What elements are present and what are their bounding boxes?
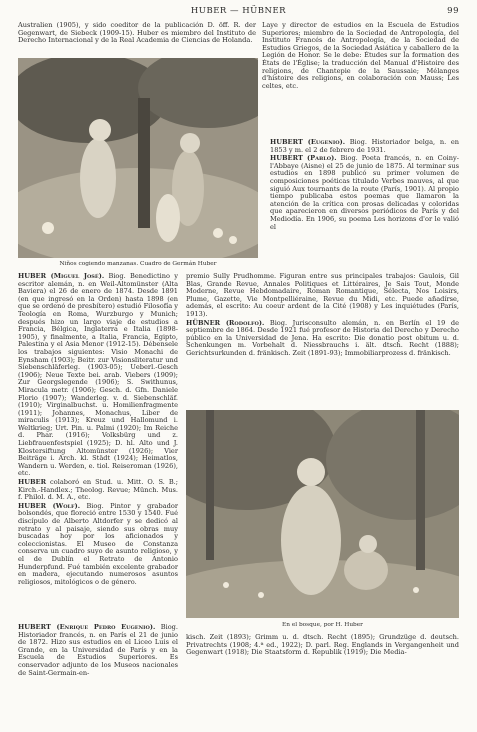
figure-forest-painting [186,410,459,618]
entry-text: Biog. Jurisconsulto alemán, n. en Berlín el 19 de septiembre de 1864. Desde 1921 fué profesor de Historia del Derecho y Derecho público en la Universidad de Jena. Ha escrito: Die donatio post obitum u. d. Schenkungen m. Vorbehalt d. Niessbrauchs i. ält. dtsch. Recht (1888); Gerichtsurkunden d. fränkisch. Zeit (1891-93); Immobiliarprozess d. fränkisch. [186,318,459,357]
entry-heading: HÜBNER (Rodolfo). [186,318,265,327]
col2-top-text [262,22,459,91]
entry-text: Biog. Historiador francés, n. en París el 21 de junio de 1872. Hizo sus estudios en el Liceo Luis el Grande, en la Universidad de París y en la Escuela de Estudios Superiores. Es conservador adjunto de los Museos nacionales de Saint-Germain-en- [18,623,178,677]
entry-huber-wolf [18,503,178,587]
paragraph: premio Sully Prudhomme. Figuran entre sus principales trabajos: Gaulois, Gil Blas, Grande Revue, Annales Politiques et Littéraires, Je Sais Tout, Monde Moderne, Revue Hebdomadaire, Roman Romantique, Sélecta, Nos Loisirs, Plume, Gazette, Vie Montpelliéraine, Revue du Midi, etc. Puede añadírse, además, el escrito: Au coeur ardent de la Cité (1908) y Les inquiétudes (París, 1913). [186,272,459,318]
entry-hubner-rodolfo [186,320,459,358]
figure2-caption: En el bosque, por H. Huber [282,622,363,628]
page-number: 99 [447,6,459,16]
entry-heading: HUBERT (Pablo). [270,154,337,163]
entry-text: Biog. Historiador belga, n. en 1853 y m. el 2 de febrero de 1931. [270,138,459,154]
entry-text: Biog. Pintor y grabador bolsondés, que floreció entre 1530 y 1540. Fué discípulo de Alberto Altdorfer y se dedicó al retrato y al paisaje, siendo sus obras muy buscadas hoy por los aficionados y coleccionistas. El Museo de Constanza conserva un cuadro suyo de asunto religioso, y el de Dublín el Retrato de Antonio Hunderpfund. Fué también excelente grabador en madera, ejecutando numerosos asuntos religiosos, mitológicos o de género. [18,501,178,586]
entry-huber-colab [18,479,178,502]
col3-top-text [270,139,459,232]
col2-mid-text [186,273,459,359]
paragraph: Australien (1905), y sido coeditor de la publicación D. öff. R. der Gegenwart, de Siebeck (1909-15). Huber es miembro del Instituto de Derecho Internacional y de la Real Academia de Ciencias de Holanda. [18,21,256,45]
col1-mid-text [18,273,178,587]
entry-hubert-eugenio [270,139,459,154]
entry-heading: HUBER (Wolf). [18,501,81,510]
col1-bottom-text [18,624,178,678]
paragraph: kisch. Zeit (1893); Grimm u. d. dtsch. Recht (1895); Grundzüge d. deutsch. Privatrechts (1908; 4.ª ed., 1922); D. parl. Reg. Englands in Vergangenheit und Gegenwart (1918); Die Staatsform d. Republik (1919); Die Media- [186,633,459,657]
entry-text: colaboró en Stud. u. Mitt. O. S. B.; Kirch.-Handlex.; Theolog. Revue; Münch. Mus. f. Philol. d. M. A., etc. [18,478,178,502]
running-title: HUBER — HÜBNER [190,6,287,16]
entry-text: Biog. Poeta francés, n. en Coiny-l'Abbaye (Aisne) el 25 de junio de 1875. Al terminar sus estudios en 1898 publicó su primer volumen de composiciones poéticas titulado Verbes mauves, al que siguió Aux tournants de la route (París, 1901). Al propio tiempo publicaba estos poemas que llamaron la atención de la crítica con prosas delicadas y coloridas que aparecieron en diversos periódicos de París y del Mediodía. En 1906, su poema Les horizons d'or le valió el [270,154,459,231]
entry-hubert-pablo [270,155,459,231]
entry-heading: HUBERT (Eugenio). [270,138,345,146]
paragraph: Laye y director de estudios en la Escuela de Estudios Superiores; miembro de la Sociedad de Antropología, del Instituto Francés de Antropología, de la Sociedad de Estudios Griegos, de la Sociedad Asiática y caballero de la Legión de Honor. Se le debe: Études sur la formation des États de l'Église; la traducción del Manual d'Histoire des religions, de Chantepie de la Saussaie; Mélanges d'histoire des religions, en colaboración con Mauss; Les celtes, etc. [262,21,459,90]
entry-text: Biog. Benedictino y escritor alemán, n. en Weil-Altomünster (Alta Baviera) el 26 de enero de 1874. Desde 1891 (en que ingresó en la Orden) hasta 1898 (en que se ordenó de presbítero) estudió Filosofía y Teología en Roma, Wurzburgo y Munich; después hizo un largo viaje de estudios a Francia, Bélgica, Inglaterra e Italia (1898-1905), y finalmente, a Italia, Francia, Egipto, Palestina y el Asia Menor (1912-15). Débensele los trabajos siguientes: Visio Monachi de Eynsham (1903); Beitr. zur Visionsliteratur und Siebenschläferleg. (1903-05); Ueberl.-Gesch (1906); Neue Texte bei. arab. Viebers (1909); Zur Georgslegende (1906); S. Swithunus, Miracula metr. (1906); Gesch. d. Gfn. Daniele Florio (1907); Wanderleg. v. d. Siebenschläf. (1910); Virginalbuchst. u. Homilienfragmente (1911); Johannes, Monachus, Liber de miraculis (1913); Kreuz und Hallomund i. Weltkrieg; Urt. Pin. u. Palmi (1920); Im Reiche d. Phar. (1916); Volksbürg und z. Liebfrauenfestspiel (1925); D. hl. Alto und J. Klostersiftung Altomünster (1926); Vier Beiträge i. Arch. kl. Städt (1924); Heimatlos, Wandern u. Werden, e. tiol. Reiseroman (1926), etc. [18,272,178,478]
painting-forest-woman [186,410,459,618]
entry-heading: HUBERT (Enrique Pedro Eugenio). [18,623,156,631]
painting-children-apples [18,58,258,258]
entry-heading: HUBER (Miguel José). [18,272,105,280]
figure1-caption: Niños cogiendo manzanas. Cuadro de Germán Huber [59,261,217,267]
figure-apples-painting [18,58,258,258]
col2-bottom-text [186,634,459,658]
col1-top-text [18,22,256,46]
entry-huber-miguel [18,273,178,478]
entry-heading: HUBER [18,478,47,487]
entry-hubert-enrique [18,624,178,677]
page-header [0,6,477,18]
